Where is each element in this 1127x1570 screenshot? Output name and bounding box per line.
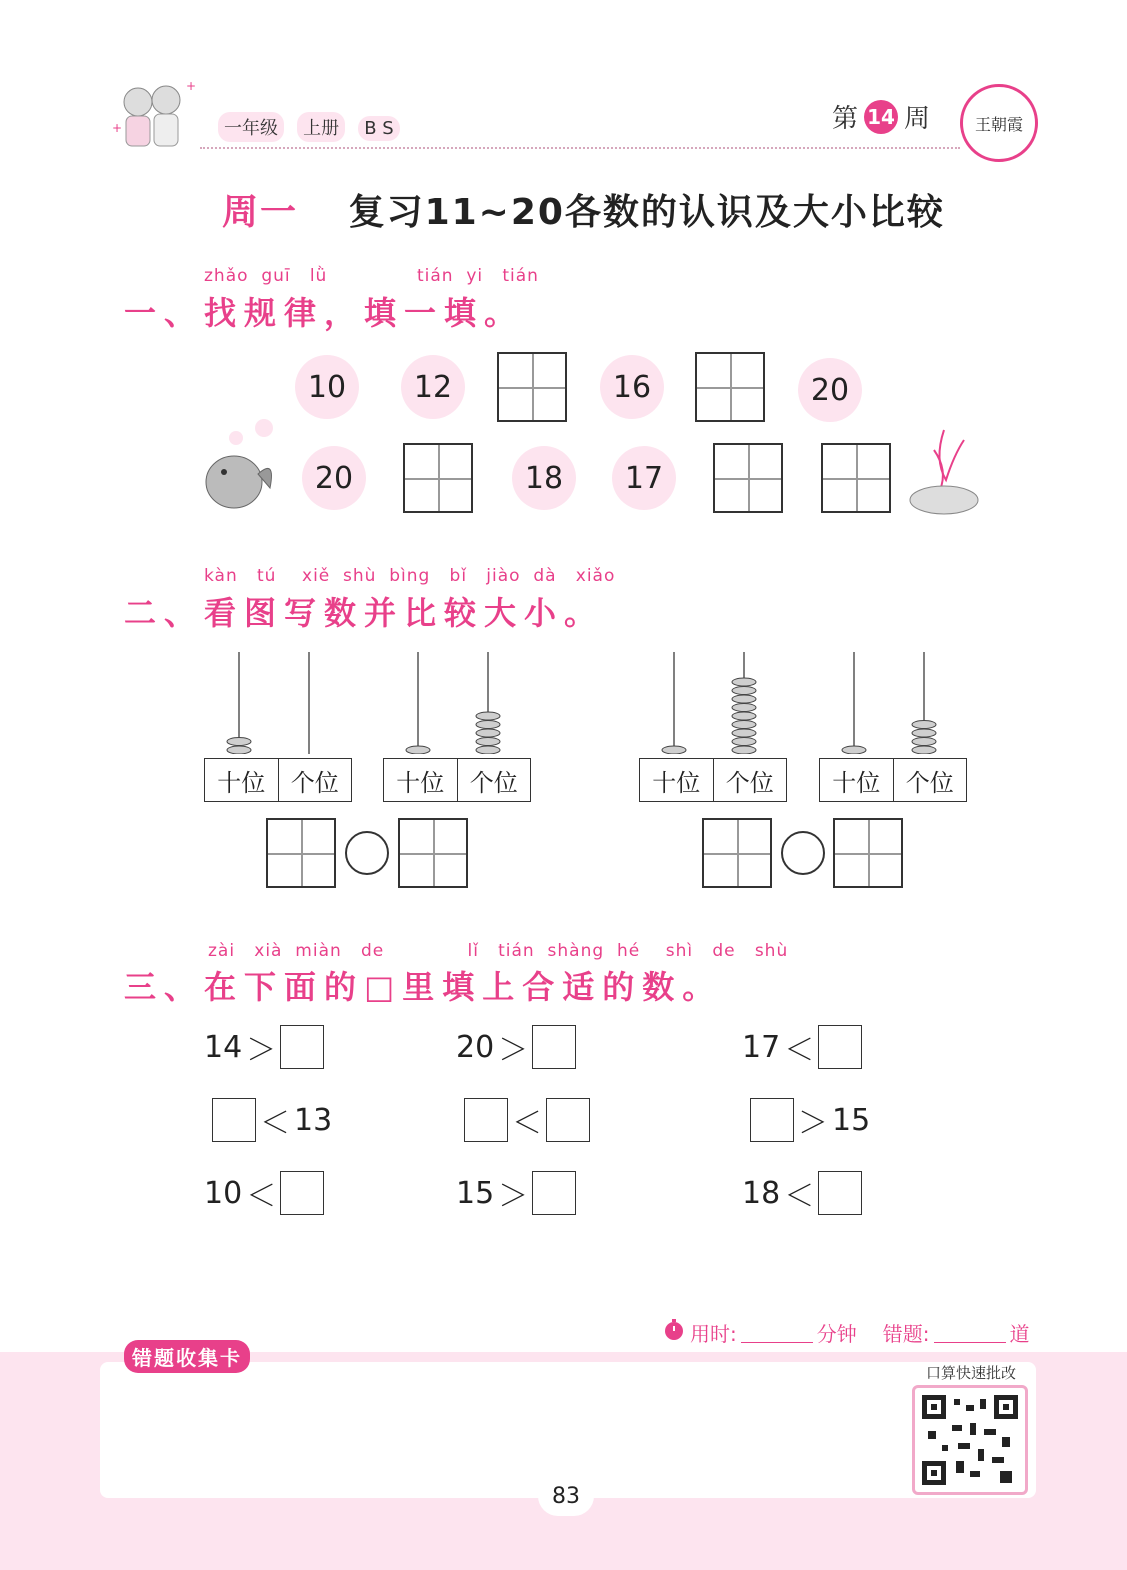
abacus-2 bbox=[383, 650, 531, 800]
seq2-answer-box-3[interactable] bbox=[821, 443, 891, 513]
abacus-4-place-labels bbox=[819, 758, 967, 802]
inequality-2-1 bbox=[212, 1098, 332, 1142]
inequality-1-1 bbox=[204, 1025, 324, 1069]
fish-illustration bbox=[200, 418, 280, 518]
ones-bead bbox=[912, 729, 936, 737]
ones-bead bbox=[912, 738, 936, 746]
compare2-box-left[interactable] bbox=[702, 818, 772, 888]
qr-code-icon[interactable] bbox=[912, 1385, 1028, 1495]
section2-pinyin: kàn tú xiě shù bìng bǐ jiào dà xiǎo bbox=[204, 566, 616, 586]
seq1-item-6: 20 bbox=[798, 358, 862, 422]
volume-label: 上册 bbox=[297, 112, 345, 142]
answer-square[interactable] bbox=[546, 1098, 590, 1142]
svg-text:+: + bbox=[186, 79, 197, 93]
week-indicator bbox=[832, 98, 930, 135]
inequality-3-1 bbox=[204, 1171, 324, 1215]
seq2-answer-box-2[interactable] bbox=[713, 443, 783, 513]
answer-square[interactable] bbox=[532, 1025, 576, 1069]
error-unit: 道 bbox=[1009, 1322, 1030, 1346]
edition-label: B S bbox=[358, 116, 400, 141]
grade-info bbox=[218, 112, 408, 142]
abacus-4 bbox=[819, 650, 967, 800]
tens-bead bbox=[406, 746, 430, 754]
ones-label: 个位 bbox=[905, 768, 954, 797]
inequality-1-2 bbox=[456, 1025, 576, 1069]
tens-label: 十位 bbox=[384, 759, 458, 801]
page-title bbox=[222, 184, 945, 235]
svg-text:+: + bbox=[112, 121, 123, 135]
answer-square[interactable] bbox=[464, 1098, 508, 1142]
inequality-1-3 bbox=[742, 1025, 862, 1069]
seq1-item-2: 12 bbox=[401, 355, 465, 419]
seq1-item-1: 10 bbox=[295, 355, 359, 419]
error-label: 错题: bbox=[882, 1322, 930, 1346]
tens-bead bbox=[662, 746, 686, 754]
title-day: 周一 bbox=[222, 192, 299, 233]
seq1-answer-box-2[interactable] bbox=[695, 352, 765, 422]
compare2-circle[interactable] bbox=[781, 831, 825, 875]
comparison-sign: ＜ bbox=[260, 1106, 290, 1141]
tens-bead bbox=[842, 746, 866, 754]
answer-square[interactable] bbox=[280, 1171, 324, 1215]
coral-illustration bbox=[904, 420, 988, 516]
inequality-2-2 bbox=[464, 1098, 590, 1142]
seal-text: 王朝霞 bbox=[974, 114, 1023, 134]
answer-square[interactable] bbox=[280, 1025, 324, 1069]
abacus-2-place-labels bbox=[383, 758, 531, 802]
ones-bead bbox=[732, 704, 756, 712]
ones-label: 个位 bbox=[290, 768, 339, 797]
inequality-3-2 bbox=[456, 1171, 576, 1215]
section1-pinyin: zhǎo guī lǜ tián yi tián bbox=[204, 266, 539, 286]
abacus-1-place-labels bbox=[204, 758, 352, 802]
compare2-box-right[interactable] bbox=[833, 818, 903, 888]
inequality-2-3 bbox=[750, 1098, 870, 1142]
ones-bead bbox=[476, 738, 500, 746]
section2-title: 二、看图写数并比较大小。 bbox=[124, 594, 605, 632]
qr-label: 口算快速批改 bbox=[925, 1364, 1016, 1382]
qr-section bbox=[912, 1362, 1030, 1495]
section3-pinyin: zài xià miàn de lǐ tián shàng hé shì de shù bbox=[208, 941, 789, 961]
comparison-sign: ＞ bbox=[798, 1106, 828, 1141]
time-unit: 分钟 bbox=[816, 1322, 857, 1346]
time-label: 用时: bbox=[690, 1322, 737, 1346]
number-text: 20 bbox=[456, 1029, 495, 1065]
ones-bead bbox=[476, 712, 500, 720]
time-blank[interactable] bbox=[741, 1322, 813, 1343]
ones-bead bbox=[732, 678, 756, 686]
number-text: 14 bbox=[204, 1029, 243, 1065]
seq1-item-4: 16 bbox=[600, 355, 664, 419]
answer-square[interactable] bbox=[818, 1025, 862, 1069]
ones-bead bbox=[476, 729, 500, 737]
abacus-1 bbox=[204, 650, 352, 800]
compare1-circle[interactable] bbox=[345, 831, 389, 875]
seq2-item-1: 20 bbox=[302, 446, 366, 510]
grade-label: 一年级 bbox=[218, 112, 284, 142]
tens-bead bbox=[227, 746, 251, 754]
ones-bead bbox=[732, 746, 756, 754]
seq2-item-4: 17 bbox=[612, 446, 676, 510]
ones-bead bbox=[476, 746, 500, 754]
answer-square[interactable] bbox=[532, 1171, 576, 1215]
title-main: 复习11~20各数的认识及大小比较 bbox=[348, 192, 945, 233]
ones-bead bbox=[732, 712, 756, 720]
tens-label: 十位 bbox=[820, 759, 894, 801]
week-prefix: 第 bbox=[832, 104, 859, 134]
kids-illustration bbox=[108, 74, 200, 154]
ones-bead bbox=[732, 687, 756, 695]
abacus-3-place-labels bbox=[639, 758, 787, 802]
ones-bead bbox=[732, 729, 756, 737]
seq2-item-3: 18 bbox=[512, 446, 576, 510]
page-number: 83 bbox=[538, 1476, 594, 1516]
comparison-sign: ＞ bbox=[246, 1033, 277, 1068]
section3-title: 三、在下面的□里填上合适的数。 bbox=[124, 968, 723, 1006]
ones-label: 个位 bbox=[725, 768, 774, 797]
ones-bead bbox=[732, 695, 756, 703]
seq1-answer-box-1[interactable] bbox=[497, 352, 567, 422]
number-text: 18 bbox=[742, 1175, 781, 1211]
answer-square[interactable] bbox=[212, 1098, 256, 1142]
ones-bead bbox=[732, 738, 756, 746]
abacus-3 bbox=[639, 650, 787, 800]
section1-title: 一、找规律，填一填。 bbox=[124, 294, 525, 332]
tens-bead bbox=[227, 738, 251, 746]
week-number-badge: 14 bbox=[864, 100, 898, 134]
week-suffix: 周 bbox=[904, 104, 931, 134]
comparison-sign: ＞ bbox=[498, 1179, 529, 1214]
abacus-1-rods bbox=[204, 650, 352, 754]
ones-bead bbox=[732, 721, 756, 729]
tens-label: 十位 bbox=[205, 759, 279, 801]
ones-label: 个位 bbox=[469, 768, 518, 797]
number-text: 10 bbox=[204, 1175, 243, 1211]
comparison-sign: ＞ bbox=[498, 1033, 529, 1068]
number-text: 13 bbox=[294, 1102, 333, 1138]
comparison-sign: ＜ bbox=[784, 1033, 815, 1068]
abacus-2-rods bbox=[383, 650, 531, 754]
error-collect-label: 错题收集卡 bbox=[124, 1340, 250, 1373]
error-blank[interactable] bbox=[934, 1322, 1006, 1343]
header-divider bbox=[200, 147, 960, 149]
comparison-sign: ＜ bbox=[784, 1179, 815, 1214]
number-text: 15 bbox=[456, 1175, 495, 1211]
comparison-sign: ＜ bbox=[512, 1106, 542, 1141]
compare1-box-left[interactable] bbox=[266, 818, 336, 888]
ones-bead bbox=[912, 721, 936, 729]
answer-square[interactable] bbox=[818, 1171, 862, 1215]
abacus-3-rods bbox=[639, 650, 787, 754]
brand-seal bbox=[960, 84, 1038, 162]
compare1-box-right[interactable] bbox=[398, 818, 468, 888]
tens-label: 十位 bbox=[640, 759, 714, 801]
stopwatch-icon bbox=[662, 1318, 686, 1347]
inequality-3-3 bbox=[742, 1171, 862, 1215]
number-text: 15 bbox=[832, 1102, 871, 1138]
answer-square[interactable] bbox=[750, 1098, 794, 1142]
seq2-answer-box-1[interactable] bbox=[403, 443, 473, 513]
ones-bead bbox=[912, 746, 936, 754]
time-record bbox=[662, 1318, 1030, 1347]
number-text: 17 bbox=[742, 1029, 781, 1065]
comparison-sign: ＜ bbox=[246, 1179, 277, 1214]
ones-bead bbox=[476, 721, 500, 729]
abacus-4-rods bbox=[819, 650, 967, 754]
